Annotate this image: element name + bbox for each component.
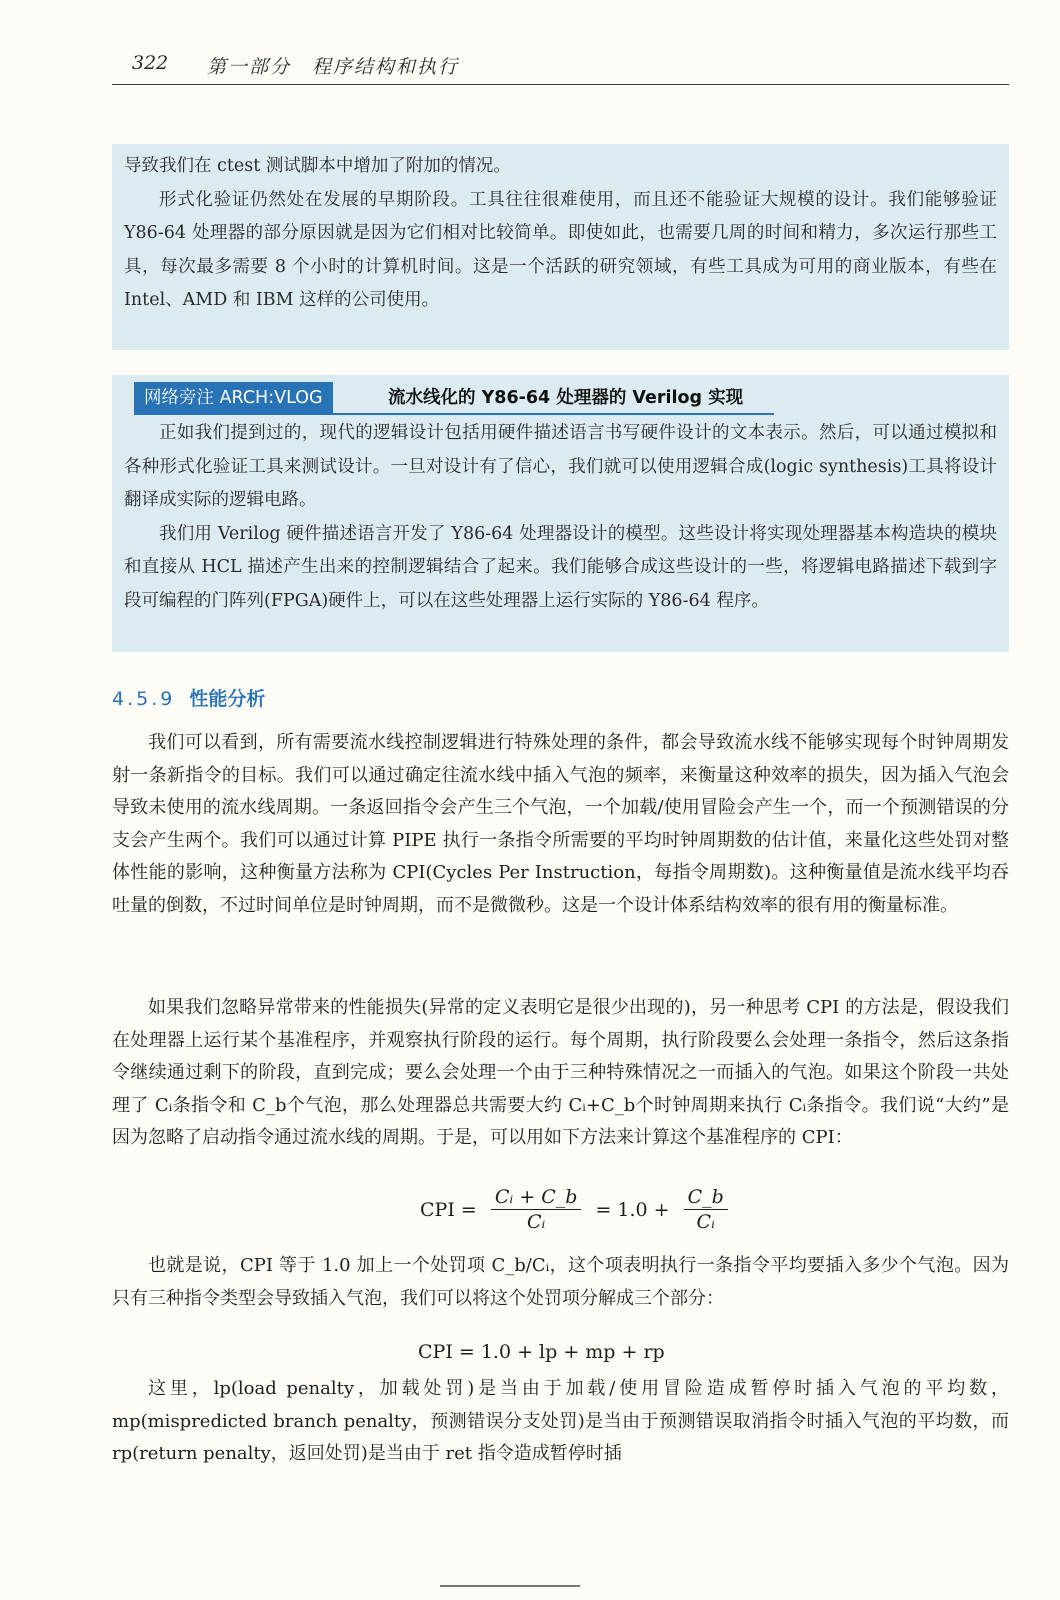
running-header <box>112 50 1009 85</box>
body-text-block <box>112 1250 1009 1315</box>
part-title: 第一部分 程序结构和执行 <box>207 56 460 78</box>
body-paragraph: 这里，lp(load penalty，加载处罚)是当由于加载/使用冒险造成暂停时插入气泡的平均数，mp(mispredicted branch penalty，预测错误分支处罚)是当由于预测错误取消指令时插入气泡的平均数，而 rp(return penalty，返回处罚)是当由于 ret 指令造成暂停时插 <box>112 1378 1009 1464</box>
fraction <box>491 1185 582 1234</box>
fraction <box>684 1185 728 1234</box>
web-aside-title: 流水线化的 Y86-64 处理器的 Verilog 实现 <box>388 388 744 408</box>
equation-lhs: CPI = <box>420 1198 477 1221</box>
web-aside-tag: 网络旁注 ARCH:VLOG <box>134 382 333 414</box>
cpi-equation <box>420 1185 736 1245</box>
section-number: 4.5.9 <box>112 688 176 710</box>
cpi-decomposition-equation: CPI = 1.0 + lp + mp + rp <box>418 1341 665 1363</box>
page-number: 322 <box>132 52 169 74</box>
body-paragraph: 如果我们忽略异常带来的性能损失(异常的定义表明它是很少出现的)，另一种思考 CPI 的方法是，假设我们在处理器上运行某个基准程序，并观察执行阶段的运行。每个周期，执行阶段要么会处理一条指令，然后这条指令继续通过剩下的阶段，直到完成；要么会处理一个由于三种特殊情况之一而插入的气泡。如果这个阶段一共处理了 Cᵢ条指令和 C_b个气泡，那么处理器总共需要大约 Cᵢ+C_b个时钟周期来执行 Cᵢ条指令。我们说“大约”是因为忽略了启动指令通过流水线的周期。于是，可以用如下方法来计算这个基准程序的 CPI： <box>112 997 1009 1148</box>
aside2-paragraph: 我们用 Verilog 硬件描述语言开发了 Y86-64 处理器设计的模型。这些设计将实现处理器基本构造块的模块和直接从 HCL 描述产生出来的控制逻辑结合了起来。我们能够合成这些设计的一些，将逻辑电路描述下载到字段可编程的门阵列(FPGA)硬件上，可以在这些处理器上运行实际的 Y86-64 程序。 <box>124 523 997 611</box>
section-title: 性能分析 <box>189 688 266 710</box>
body-paragraph: 我们可以看到，所有需要流水线控制逻辑进行特殊处理的条件，都会导致流水线不能够实现每个时钟周期发射一条新指令的目标。我们可以通过确定往流水线中插入气泡的频率，来衡量这种效率的损失，因为插入气泡会导致未使用的流水线周期。一条返回指令会产生三个气泡，一个加载/使用冒险会产生一个，而一个预测错误的分支会产生两个。我们可以通过计算 PIPE 执行一条指令所需要的平均时钟周期数的估计值，来量化这些处罚对整体性能的影响，这种衡量方法称为 CPI(Cycles Per Instruction，每指令周期数)。这种衡量值是流水线平均吞吐量的倒数，不过时间单位是时钟周期，而不是微微秒。这是一个设计体系结构效率的很有用的衡量标准。 <box>112 732 1009 916</box>
fraction-denominator: Cᵢ <box>526 1211 546 1233</box>
aside1-paragraph: 导致我们在 ctest 测试脚本中增加了附加的情况。 <box>124 156 511 176</box>
web-aside-heading <box>122 375 1002 415</box>
aside-formal-verification <box>112 144 1009 350</box>
fraction-denominator: Cᵢ <box>696 1211 715 1233</box>
web-aside-box <box>112 375 1009 652</box>
body-text-block <box>112 1373 1009 1471</box>
aside2-paragraph: 正如我们提到过的，现代的逻辑设计包括用硬件描述语言书写硬件设计的文本表示。然后，可以通过模拟和各种形式化验证工具来测试设计。一旦对设计有了信心，我们就可以使用逻辑合成(logic synthesis)工具将设计翻译成实际的逻辑电路。 <box>124 423 997 510</box>
equation-middle: = 1.0 + <box>595 1198 670 1221</box>
fraction-numerator: C_b <box>684 1185 728 1210</box>
fraction-numerator: Cᵢ + C_b <box>491 1185 582 1210</box>
body-paragraph: 也就是说，CPI 等于 1.0 加上一个处罚项 C_b/Cᵢ，这个项表明执行一条指令平均要插入多少个气泡。因为只有三种指令类型会导致插入气泡，我们可以将这个处罚项分解成三个部分： <box>112 1255 1009 1309</box>
section-heading <box>112 684 265 714</box>
footer-rule <box>440 1585 580 1587</box>
aside1-paragraph: 形式化验证仍然处在发展的早期阶段。工具往往很难使用，而且还不能验证大规模的设计。我们能够验证 Y86-64 处理器的部分原因就是因为它们相对比较简单。即使如此，也需要几周的时间和精力，多次运行那些工具，每次最多需要 8 个小时的计算机时间。这是一个活跃的研究领域，有些工具成为可用的商业版本，有些在 Intel、AMD 和 IBM 这样的公司使用。 <box>124 189 997 310</box>
web-aside-rule <box>134 413 774 415</box>
body-text-block <box>112 727 1009 922</box>
